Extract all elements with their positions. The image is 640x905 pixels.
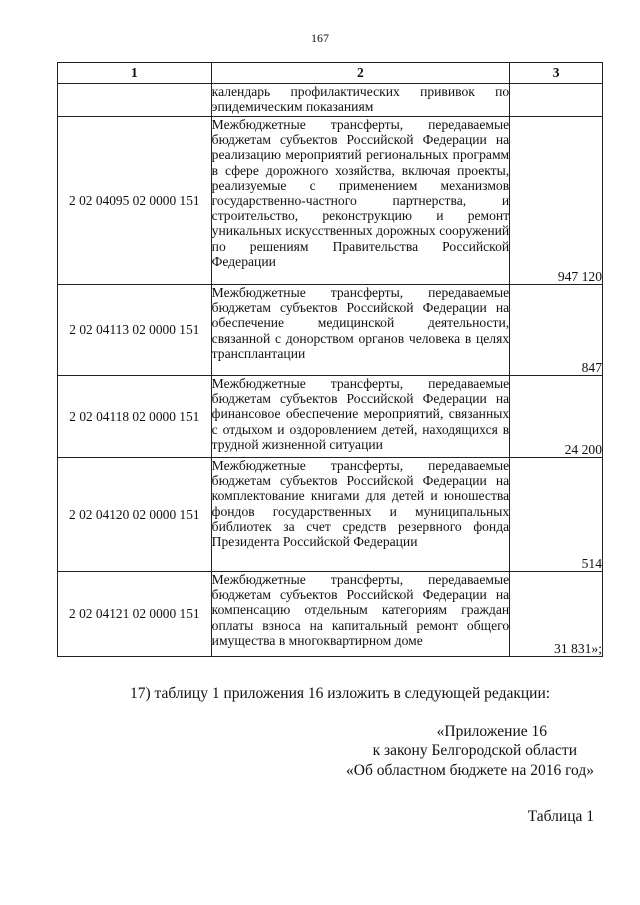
column-header-3: 3: [510, 63, 603, 84]
row-code: [58, 84, 212, 117]
amendment-note: 17) таблицу 1 приложения 16 изложить в следующей редакции:: [130, 685, 551, 702]
row-description: Межбюджетные трансферты, передаваемые бюджетам субъектов Российской Федерации на компенсацию отдельным категориям граждан оплаты взноса на капитальный ремонт общего имущества в многоквартирном доме: [211, 572, 509, 657]
row-description: Межбюджетные трансферты, передаваемые бюджетам субъектов Российской Федерации на комплектование книгами для детей и юношества фондов государственных и муниципальных библиотек за счет средств резервного фонда Президента Российской Федерации: [211, 458, 509, 572]
annex-title: «Приложение 16: [436, 723, 547, 740]
annex-law-reference: к закону Белгородской области: [372, 742, 577, 759]
table-row: [58, 84, 603, 117]
row-description: календарь профилактических прививок по эпидемическим показаниям: [211, 84, 509, 117]
column-header-1: 1: [58, 63, 212, 84]
page-number: 167: [311, 31, 329, 45]
row-code: 2 02 04120 02 0000 151: [58, 458, 212, 572]
row-code: 2 02 04113 02 0000 151: [58, 285, 212, 376]
table-label: Таблица 1: [527, 808, 594, 825]
row-amount: 31 831»;: [510, 572, 603, 657]
table-row: [58, 285, 603, 376]
row-amount: 24 200: [510, 376, 603, 458]
table-row: [58, 572, 603, 657]
table-header-row: [58, 63, 603, 84]
table-row: [58, 458, 603, 572]
row-code: 2 02 04095 02 0000 151: [58, 117, 212, 285]
row-amount: [510, 84, 603, 117]
table-row: [58, 376, 603, 458]
table-row: [58, 117, 603, 285]
row-amount: 947 120: [510, 117, 603, 285]
annex-law-name: «Об областном бюджете на 2016 год»: [346, 762, 594, 779]
row-description: Межбюджетные трансферты, передаваемые бюджетам субъектов Российской Федерации на обеспечение медицинской деятельности, связанной с донорством органов человека в целях трансплантации: [211, 285, 509, 376]
row-amount: 847: [510, 285, 603, 376]
budget-table: [57, 62, 603, 657]
column-header-2: 2: [211, 63, 509, 84]
row-description: Межбюджетные трансферты, передаваемые бюджетам субъектов Российской Федерации на реализацию мероприятий региональных программ в сфере дорожного хозяйства, включая проекты, реализуемые с применением механизмов государственно-частного партнерства, и строительство, реконструкцию и ремонт уникальных искусственных дорожных сооружений по решениям Правительства Российской Федерации: [211, 117, 509, 285]
row-code: 2 02 04121 02 0000 151: [58, 572, 212, 657]
row-description: Межбюджетные трансферты, передаваемые бюджетам субъектов Российской Федерации на финансовое обеспечение мероприятий, связанных с отдыхом и оздоровлением детей, находящихся в трудной жизненной ситуации: [211, 376, 509, 458]
row-amount: 514: [510, 458, 603, 572]
row-code: 2 02 04118 02 0000 151: [58, 376, 212, 458]
